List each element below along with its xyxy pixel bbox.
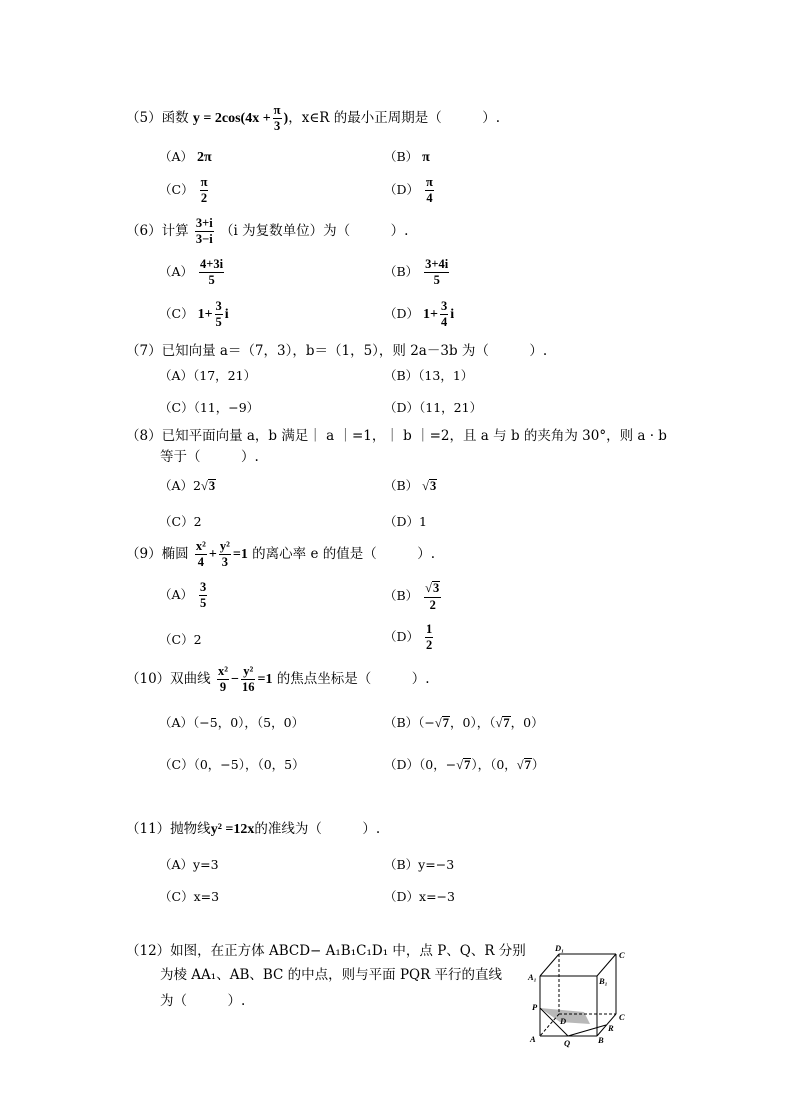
question-12-line3: 为（ ）. [160,993,246,1009]
q11-option-a: （A）y=3 [159,857,219,872]
q8-option-c: （C）2 [159,514,202,529]
q11-rest: 的准线为（ ）. [254,821,381,837]
q9-option-c: （C）2 [159,632,202,647]
question-8-line1: （8）已知平面向量 a，b 满足｜ a ｜=1，｜ b ｜=2，且 a 与 b 的夹角为 30°，则 a · b [126,428,667,444]
q5-function: y = 2cos(4x + $\frac{\pi}{3}$ ) [192,103,289,134]
label-b1: B₁ [599,976,608,986]
cube-figure [524,940,636,1048]
q5-option-a: （A） 2π [159,149,212,165]
label-d: D [560,1016,567,1026]
q5-rest: ，x∈R 的最小正周期是（ ）. [288,109,501,126]
q9-number: （9）椭圆 [126,546,189,563]
q6-rest: （i 为复数单位）为（ ）. [220,223,409,240]
q6-option-a: （A） $\frac{4+3i}{5}$ [159,257,224,288]
q11-option-b: （B）y=−3 [384,857,455,872]
q10-option-c: （C）（0，−5），（0，5） [159,757,305,772]
q10-rest: 的焦点坐标是（ ）. [276,671,430,688]
q6-number: （6）计算 [126,223,189,240]
q8-option-d: （D）1 [384,514,427,529]
q5-option-d: （D） $\frac{\pi}{4}$ [384,175,433,206]
question-9: （9）椭圆 $\frac{\text{x²}}{4}$ + $\frac{\text{y²}}{3}$ =1 的离心率 e 的值是（ ）. [126,539,436,570]
q10-option-b: （B）（−√7，0），（√7，0） [384,715,544,730]
label-a1: A₁ [528,972,537,982]
question-5 [126,104,500,133]
question-12-line1: （12）如图，在正方体 ABCD− A₁B₁C₁D₁ 中，点 P、Q、R 分别 [126,943,526,959]
label-p: P [532,1002,538,1012]
q10-option-a: （A）（−5，0），（5，0） [159,715,305,730]
edge-d1a1 [540,954,559,976]
question-7: （7）已知向量 a＝（7，3），b＝（1，5），则 2a－3b 为（ ）. [126,343,548,359]
q6-option-b: （B） $\frac{3+4i}{5}$ [384,257,449,288]
q6-fraction: $\frac{3+i}{3-i}$ [195,216,213,247]
q6-option-c: （C） 1+ $\frac{3}{5}$ i [159,299,229,330]
q7-option-a: （A）（17，21） [159,368,257,383]
label-r: R [608,1023,614,1033]
q7-option-b: （B）（13，1） [384,368,474,383]
q8-option-b: （B） √3 [384,478,437,493]
label-c: C [619,1012,625,1022]
label-q: Q [564,1038,571,1048]
q11-option-c: （C）x=3 [159,889,220,904]
edge-c1b1 [597,954,616,976]
q5-option-b: （B） π [384,149,430,165]
label-d1: D₁ [555,943,565,953]
q9-option-d: （D） $\frac{1}{2}$ [384,622,433,653]
q9-rest: 的离心率 e 的值是（ ）. [252,546,436,563]
q11-number: （11）抛物线 [126,821,211,837]
label-a: A [530,1034,536,1044]
question-11 [126,817,380,838]
q11-expression: y² =12x [210,822,255,837]
label-c1: C [619,950,625,960]
question-12-line2: 为棱 AA₁、AB、BC 的中点，则与平面 PQR 平行的直线 [160,967,503,983]
question-6 [126,217,408,246]
q9-option-a: （A） $\frac{3}{5}$ [159,580,207,611]
q7-option-d: （D）（11，21） [384,400,483,415]
q10-number: （10）双曲线 [126,671,211,688]
q11-option-d: （D）x=−3 [384,889,455,904]
question-8-line2: 等于（ ）. [160,449,259,465]
question-10: （10）双曲线 $\frac{\text{x²}}{9}$ − $\frac{\text{y²}}{16}$ =1 的焦点坐标是（ ）. [126,664,430,695]
q7-option-c: （C）（11，−9） [159,400,260,415]
q6-option-d: （D） 1+ $\frac{3}{4}$ i [384,299,455,330]
q5-number: （5）函数 [126,109,189,126]
q5-option-c: （C） $\frac{\pi}{2}$ [159,175,208,206]
label-b: B [598,1035,604,1045]
q10-option-d: （D）（0，−√7），（0，√7） [384,757,545,772]
q9-option-b: （B） $\frac{√3}{2}$ [384,581,440,612]
q8-option-a: （A）2√3 [159,478,216,493]
